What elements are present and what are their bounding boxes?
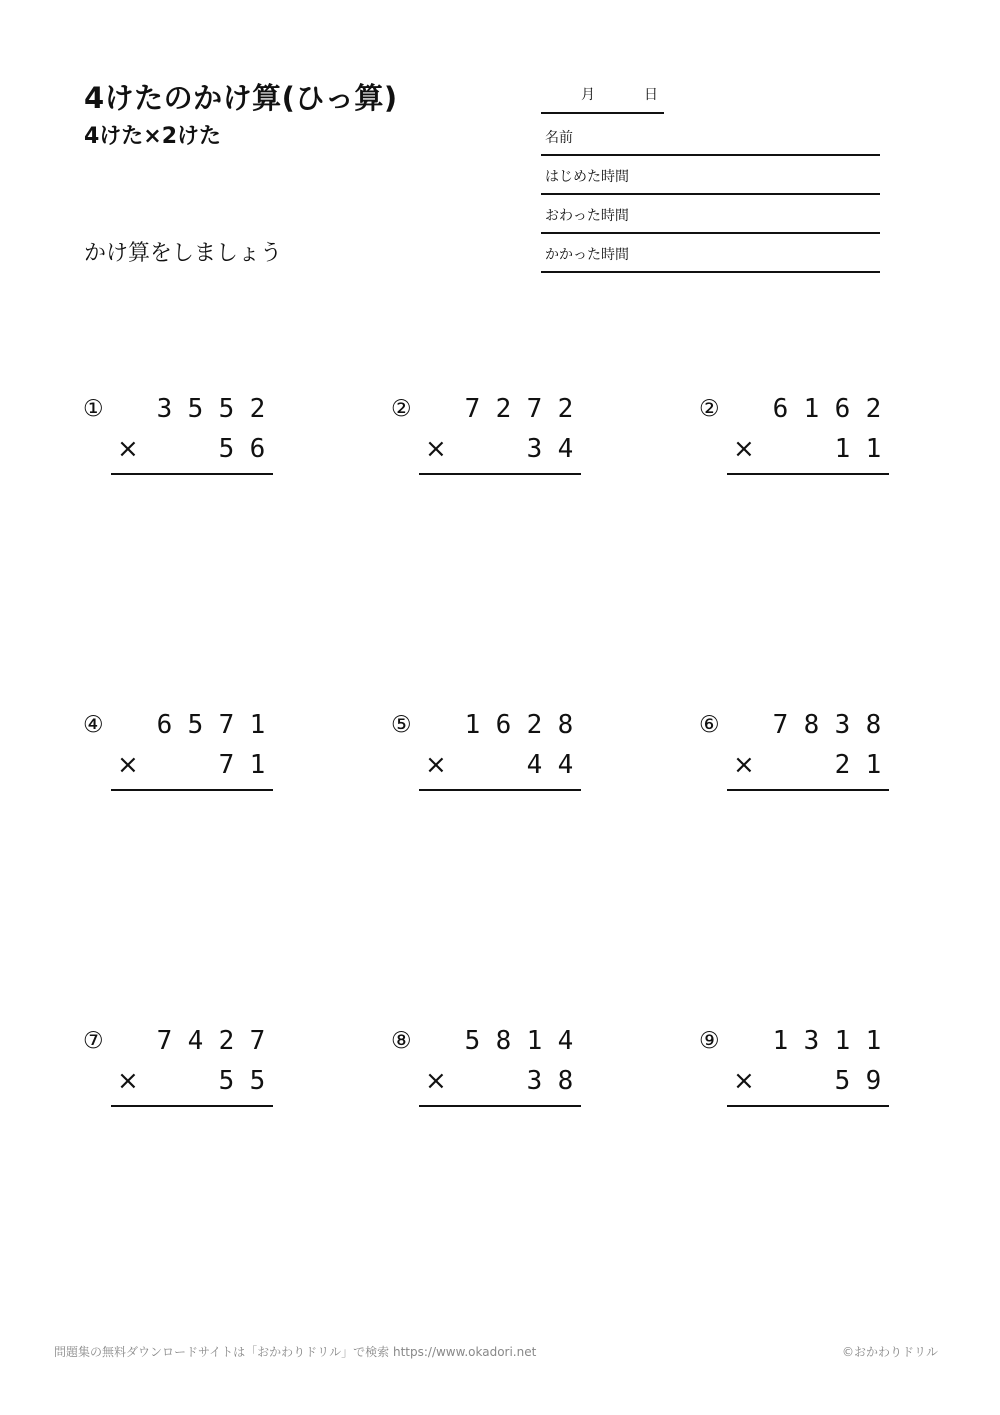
digit: 7 [218,710,235,740]
multiplicand [457,1026,581,1056]
digit: 8 [865,710,882,740]
digit: 1 [249,750,266,780]
multiplicand [457,394,581,424]
digit: 8 [495,1026,512,1056]
digit: 3 [526,434,543,464]
copyright: ©おかわりドリル [841,1345,938,1359]
digit: 5 [187,710,204,740]
answer-line [727,1105,889,1107]
end-time-label: おわった時間 [545,208,629,224]
digit: 6 [834,394,851,424]
digit: 3 [803,1026,820,1056]
multiplier [519,750,581,780]
elapsed-time-field[interactable] [541,234,880,273]
digit: 1 [834,1026,851,1056]
digit: 3 [834,710,851,740]
digit: 4 [557,1026,574,1056]
digit: 7 [464,394,481,424]
problem-5 [391,712,581,798]
problem-8 [391,1028,581,1114]
answer-line [419,473,581,475]
digit: 2 [249,394,266,424]
multiplier [519,1066,581,1096]
digit: 5 [249,1066,266,1096]
digit: 6 [156,710,173,740]
answer-line [111,1105,273,1107]
digit: 2 [218,1026,235,1056]
digit: 3 [526,1066,543,1096]
times-sign: × [425,1066,447,1096]
date-field[interactable] [541,80,664,114]
digit: 1 [865,750,882,780]
digit: 2 [834,750,851,780]
multiplicand [765,394,889,424]
answer-line [419,789,581,791]
digit: 7 [249,1026,266,1056]
worksheet-subtitle: 4けた×2けた [84,124,222,149]
end-time-field[interactable] [541,195,880,234]
digit: 8 [803,710,820,740]
digit: 6 [772,394,789,424]
answer-line [111,789,273,791]
digit: 4 [187,1026,204,1056]
answer-line [419,1105,581,1107]
multiplier [211,1066,273,1096]
answer-line [727,789,889,791]
name-label: 名前 [545,130,573,146]
digit: 5 [464,1026,481,1056]
start-time-field[interactable] [541,156,880,195]
multiplicand [149,394,273,424]
digit: 1 [249,710,266,740]
digit: 8 [557,1066,574,1096]
multiplier [827,750,889,780]
digit: 7 [526,394,543,424]
times-sign: × [733,1066,755,1096]
multiplier [211,750,273,780]
problem-2 [391,396,581,482]
multiplicand [765,710,889,740]
digit: 1 [464,710,481,740]
digit: 5 [834,1066,851,1096]
digit: 1 [865,1026,882,1056]
digit: 1 [803,394,820,424]
multiplier [827,1066,889,1096]
digit: 7 [156,1026,173,1056]
answer-line [727,473,889,475]
multiplicand [765,1026,889,1056]
multiplicand [457,710,581,740]
digit: 9 [865,1066,882,1096]
digit: 2 [526,710,543,740]
problem-9 [699,1028,889,1114]
times-sign: × [733,750,755,780]
digit: 5 [218,434,235,464]
problem-number: ⑦ [83,1028,104,1054]
digit: 2 [495,394,512,424]
problem-6 [699,712,889,798]
digit: 5 [187,394,204,424]
multiplier [827,434,889,464]
digit: 4 [557,750,574,780]
digit: 5 [218,1066,235,1096]
digit: 7 [772,710,789,740]
answer-line [111,473,273,475]
elapsed-time-label: かかった時間 [545,247,629,263]
times-sign: × [117,750,139,780]
problem-1 [83,396,273,482]
problem-4 [83,712,273,798]
problem-number: ② [699,396,720,422]
instruction-text: かけ算をしましょう [84,241,283,266]
times-sign: × [733,434,755,464]
times-sign: × [117,1066,139,1096]
digit: 1 [526,1026,543,1056]
digit: 6 [495,710,512,740]
digit: 2 [557,394,574,424]
problem-number: ⑧ [391,1028,412,1054]
multiplicand [149,710,273,740]
digit: 3 [156,394,173,424]
times-sign: × [425,434,447,464]
multiplier [211,434,273,464]
problem-number: ② [391,396,412,422]
times-sign: × [117,434,139,464]
digit: 1 [772,1026,789,1056]
digit: 2 [865,394,882,424]
month-label: 月 [581,87,595,103]
day-label: 日 [644,87,658,103]
footer-text: 問題集の無料ダウンロードサイトは「おかわりドリル」で検索 https://www.okadori.net [54,1345,537,1359]
problem-number: ① [83,396,104,422]
digit: 6 [249,434,266,464]
problem-3 [699,396,889,482]
problem-number: ⑨ [699,1028,720,1054]
problem-7 [83,1028,273,1114]
digit: 4 [526,750,543,780]
problem-number: ④ [83,712,104,738]
problem-number: ⑥ [699,712,720,738]
problem-number: ⑤ [391,712,412,738]
multiplier [519,434,581,464]
digit: 1 [834,434,851,464]
worksheet-title: 4けたのかけ算(ひっ算) [84,81,398,115]
digit: 1 [865,434,882,464]
digit: 5 [218,394,235,424]
times-sign: × [425,750,447,780]
start-time-label: はじめた時間 [545,169,629,185]
digit: 7 [218,750,235,780]
multiplicand [149,1026,273,1056]
digit: 8 [557,710,574,740]
name-field[interactable] [541,117,880,156]
digit: 4 [557,434,574,464]
